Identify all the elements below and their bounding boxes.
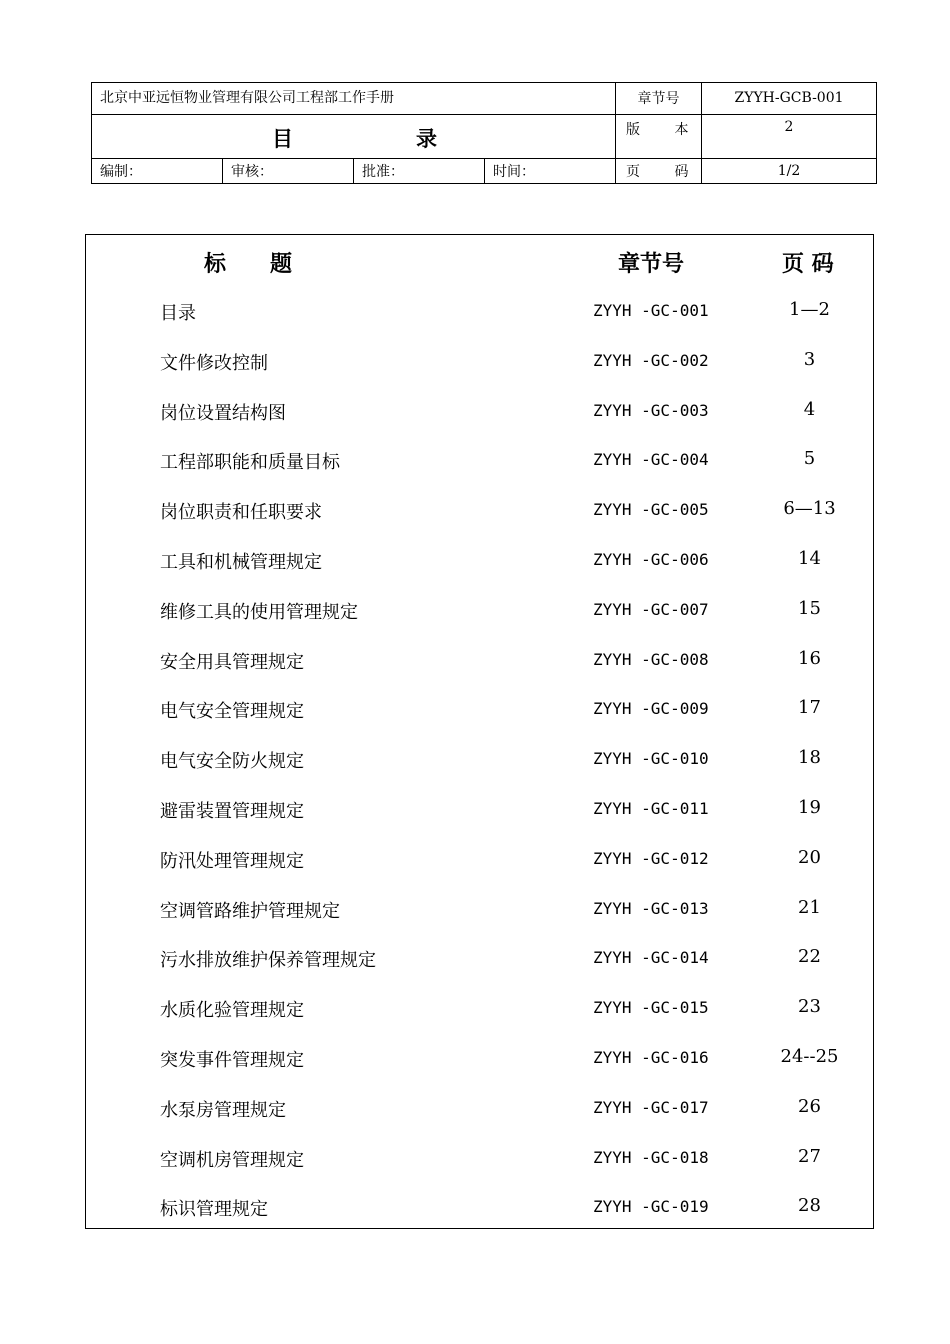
toc-entry-page: 24--25 — [780, 1046, 839, 1067]
toc-entry-page: 22 — [798, 946, 821, 968]
toc-entry-chapter: ZYYH -GC-015 — [593, 998, 709, 1018]
toc-row — [86, 1146, 873, 1176]
version-label-1: 版 — [626, 121, 640, 138]
title-char-2: 录 — [416, 125, 437, 151]
page-label-2: 码 — [674, 164, 689, 181]
toc-row — [86, 1195, 873, 1225]
toc-row — [86, 996, 873, 1026]
toc-entry-chapter: ZYYH -GC-001 — [593, 301, 709, 320]
toc-entry-chapter: ZYYH -GC-010 — [593, 749, 709, 769]
toc-entry-title: 岗位设置结构图 — [160, 402, 286, 424]
toc-entry-title: 空调管路维护管理规定 — [160, 900, 340, 922]
toc-entry-page: 16 — [798, 647, 821, 669]
toc-entry-chapter: ZYYH -GC-019 — [593, 1197, 709, 1217]
toc-entry-title: 维修工具的使用管理规定 — [160, 601, 358, 623]
toc-entry-title: 避雷装置管理规定 — [160, 801, 304, 822]
toc-entry-page: 28 — [798, 1195, 821, 1217]
toc-col-title: 标 题 — [204, 252, 293, 277]
toc-entry-page: 26 — [798, 1095, 821, 1117]
table-of-contents — [85, 234, 874, 1229]
toc-entry-chapter: ZYYH -GC-013 — [593, 898, 709, 918]
toc-entry-title: 电气安全管理规定 — [160, 701, 304, 723]
time-label: 时间： — [485, 159, 616, 184]
toc-entry-page: 17 — [798, 697, 821, 719]
toc-entry-chapter: ZYYH -GC-002 — [593, 350, 709, 370]
toc-entry-page: 6—13 — [783, 498, 836, 520]
toc-entry-page: 5 — [803, 448, 816, 470]
toc-row — [86, 847, 873, 877]
version-value: 2 — [702, 114, 877, 158]
editor-label: 编制： — [92, 159, 223, 184]
page-value: 1/2 — [702, 159, 877, 184]
toc-entry-title: 空调机房管理规定 — [160, 1149, 304, 1171]
toc-entry-chapter: ZYYH -GC-005 — [593, 500, 709, 520]
toc-entry-chapter: ZYYH -GC-012 — [593, 848, 709, 868]
toc-entry-page: 14 — [798, 548, 821, 569]
toc-entry-title: 目录 — [160, 303, 196, 324]
toc-entry-title: 水质化验管理规定 — [160, 1000, 304, 1022]
toc-entry-chapter: ZYYH -GC-004 — [593, 450, 709, 470]
toc-entry-chapter: ZYYH -GC-003 — [593, 400, 709, 420]
toc-entry-title: 水泵房管理规定 — [160, 1099, 286, 1121]
document-header — [91, 82, 877, 184]
toc-entry-chapter: ZYYH -GC-014 — [593, 948, 709, 968]
page-label — [616, 159, 702, 184]
toc-entry-chapter: ZYYH -GC-008 — [593, 649, 709, 669]
toc-entry-page: 1—2 — [789, 299, 830, 320]
company-name: 北京中亚远恒物业管理有限公司工程部工作手册 — [92, 83, 616, 115]
toc-row — [86, 349, 873, 379]
toc-row — [86, 897, 873, 927]
toc-entry-title: 防汛处理管理规定 — [160, 850, 304, 872]
version-label-2: 本 — [674, 121, 689, 138]
toc-entry-title: 工程部职能和质量目标 — [160, 452, 340, 474]
toc-entry-chapter: ZYYH -GC-017 — [593, 1097, 709, 1117]
toc-entry-page: 3 — [803, 348, 816, 370]
toc-entry-page: 18 — [798, 747, 821, 769]
toc-row — [86, 946, 873, 976]
chapter-value: ZYYH-GCB-001 — [702, 83, 877, 115]
toc-row — [86, 747, 873, 777]
toc-entry-title: 安全用具管理规定 — [160, 651, 304, 673]
toc-row — [86, 598, 873, 628]
toc-row — [86, 648, 873, 678]
toc-row — [86, 399, 873, 429]
toc-row — [86, 697, 873, 727]
chapter-label: 章节号 — [616, 83, 702, 115]
toc-entry-chapter: ZYYH -GC-007 — [593, 599, 709, 619]
approver-label: 批准： — [354, 159, 485, 184]
toc-entry-chapter: ZYYH -GC-006 — [593, 550, 709, 569]
toc-entry-chapter: ZYYH -GC-009 — [593, 699, 709, 719]
toc-entry-page: 20 — [798, 846, 821, 868]
toc-col-page: 页 码 — [782, 252, 834, 277]
reviewer-label: 审核： — [223, 159, 354, 184]
toc-entry-title: 突发事件管理规定 — [160, 1050, 304, 1071]
toc-entry-page: 23 — [798, 996, 821, 1018]
toc-entry-title: 岗位职责和任职要求 — [160, 502, 322, 524]
toc-entry-page: 15 — [798, 597, 821, 619]
toc-entry-title: 电气安全防火规定 — [160, 751, 304, 773]
toc-row — [86, 448, 873, 478]
toc-entry-title: 污水排放维护保养管理规定 — [160, 950, 376, 972]
toc-row — [86, 1046, 873, 1076]
version-label — [616, 114, 702, 158]
page-label-1: 页 — [626, 164, 640, 181]
toc-row — [86, 299, 873, 329]
toc-entry-chapter: ZYYH -GC-018 — [593, 1147, 709, 1167]
toc-entry-title: 文件修改控制 — [160, 352, 268, 374]
toc-row — [86, 1096, 873, 1126]
toc-row — [86, 548, 873, 578]
toc-entry-title: 标识管理规定 — [160, 1199, 268, 1221]
toc-entry-title: 工具和机械管理规定 — [160, 552, 322, 573]
document-title — [92, 114, 616, 158]
toc-entry-page: 4 — [803, 398, 816, 420]
toc-col-chapter: 章节号 — [618, 252, 685, 277]
toc-entry-page: 21 — [798, 896, 821, 918]
toc-row — [86, 797, 873, 827]
toc-entry-page: 19 — [798, 797, 821, 818]
title-char-1: 目 — [272, 125, 293, 151]
toc-entry-chapter: ZYYH -GC-011 — [593, 799, 709, 818]
toc-entry-page: 27 — [798, 1145, 821, 1167]
toc-entry-chapter: ZYYH -GC-016 — [593, 1048, 709, 1067]
toc-row — [86, 498, 873, 528]
toc-header-row — [86, 247, 873, 277]
